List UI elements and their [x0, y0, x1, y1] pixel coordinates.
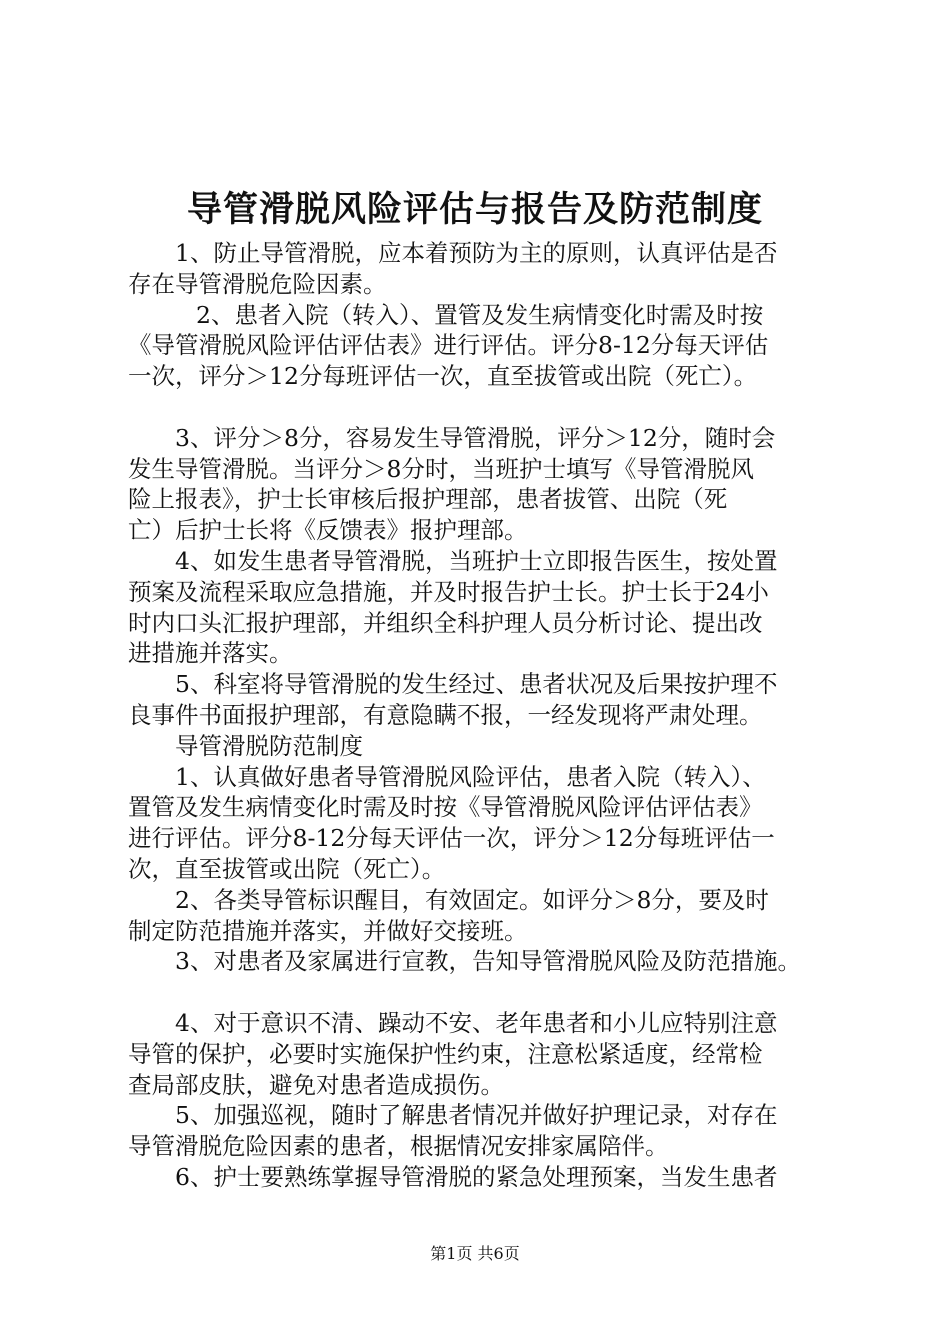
paragraph-line: 3、对患者及家属进行宣教，告知导管滑脱风险及防范措施。 [175, 947, 801, 976]
blank-line [128, 392, 840, 423]
document-title: 导管滑脱风险评估与报告及防范制度 [186, 189, 763, 230]
paragraph-line: 进措施并落实。 [128, 639, 293, 668]
paragraph-line: 导管的保护，必要时实施保护性约束，注意松紧适度，经常检 [128, 1039, 763, 1068]
paragraph-line: 3、评分＞8分，容易发生导管滑脱，评分＞12分，随时会 [175, 423, 776, 452]
paragraph-line: 5、科室将导管滑脱的发生经过、患者状况及后果按护理不 [175, 670, 778, 699]
paragraph-line: 4、如发生患者导管滑脱，当班护士立即报告医生，按处置 [175, 546, 778, 575]
paragraph-line: 5、加强巡视，随时了解患者情况并做好护理记录，对存在 [175, 1101, 778, 1130]
paragraph-line: 一次，评分＞12分每班评估一次，直至拔管或出院（死亡）。 [128, 362, 758, 391]
paragraph-line: 次，直至拔管或出院（死亡）。 [128, 854, 446, 883]
paragraph-line: 2、各类导管标识醒目，有效固定。如评分＞8分，要及时 [175, 885, 769, 914]
paragraph-line: 置管及发生病情变化时需及时按《导管滑脱风险评估评估表》 [128, 793, 763, 822]
paragraph-line: 《导管滑脱风险评估评估表》进行评估。评分8-12分每天评估 [128, 331, 769, 360]
paragraph-line: 良事件书面报护理部，有意隐瞒不报，一经发现将严肃处理。 [128, 700, 763, 729]
paragraph-line: 亡）后护士长将《反馈表》报护理部。 [128, 516, 528, 545]
paragraph-line: 2、患者入院（转入）、置管及发生病情变化时需及时按 [196, 300, 764, 329]
paragraph-line: 进行评估。评分8-12分每天评估一次，评分＞12分每班评估一 [128, 824, 775, 853]
paragraph-line: 1、防止导管滑脱，应本着预防为主的原则，认真评估是否 [175, 239, 778, 267]
paragraph-line: 预案及流程采取应急措施，并及时报告护士长。护士长于24小 [128, 577, 769, 606]
paragraph-line: 时内口头汇报护理部，并组织全科护理人员分析讨论、提出改 [128, 608, 763, 637]
page-number-footer: 第1页 共6页 [430, 1244, 520, 1263]
paragraph-line: 查局部皮肤，避免对患者造成损伤。 [128, 1070, 504, 1099]
paragraph-line: 存在导管滑脱危险因素。 [128, 269, 387, 298]
paragraph-line: 4、对于意识不清、躁动不安、老年患者和小儿应特别注意 [175, 1008, 778, 1037]
blank-line [128, 977, 840, 1008]
paragraph-line: 制定防范措施并落实，并做好交接班。 [128, 916, 528, 945]
paragraph-line: 险上报表》，护士长审核后报护理部，患者拔管、出院（死 [128, 485, 728, 514]
document-body [128, 238, 840, 1193]
section-heading: 导管滑脱防范制度 [175, 731, 363, 760]
paragraph-line: 6、护士要熟练掌握导管滑脱的紧急处理预案，当发生患者 [175, 1162, 778, 1191]
paragraph-line: 发生导管滑脱。当评分＞8分时，当班护士填写《导管滑脱风 [128, 454, 754, 483]
paragraph-line: 1、认真做好患者导管滑脱风险评估，患者入院（转入）、 [175, 762, 766, 791]
paragraph-line: 导管滑脱危险因素的患者，根据情况安排家属陪伴。 [128, 1132, 669, 1161]
